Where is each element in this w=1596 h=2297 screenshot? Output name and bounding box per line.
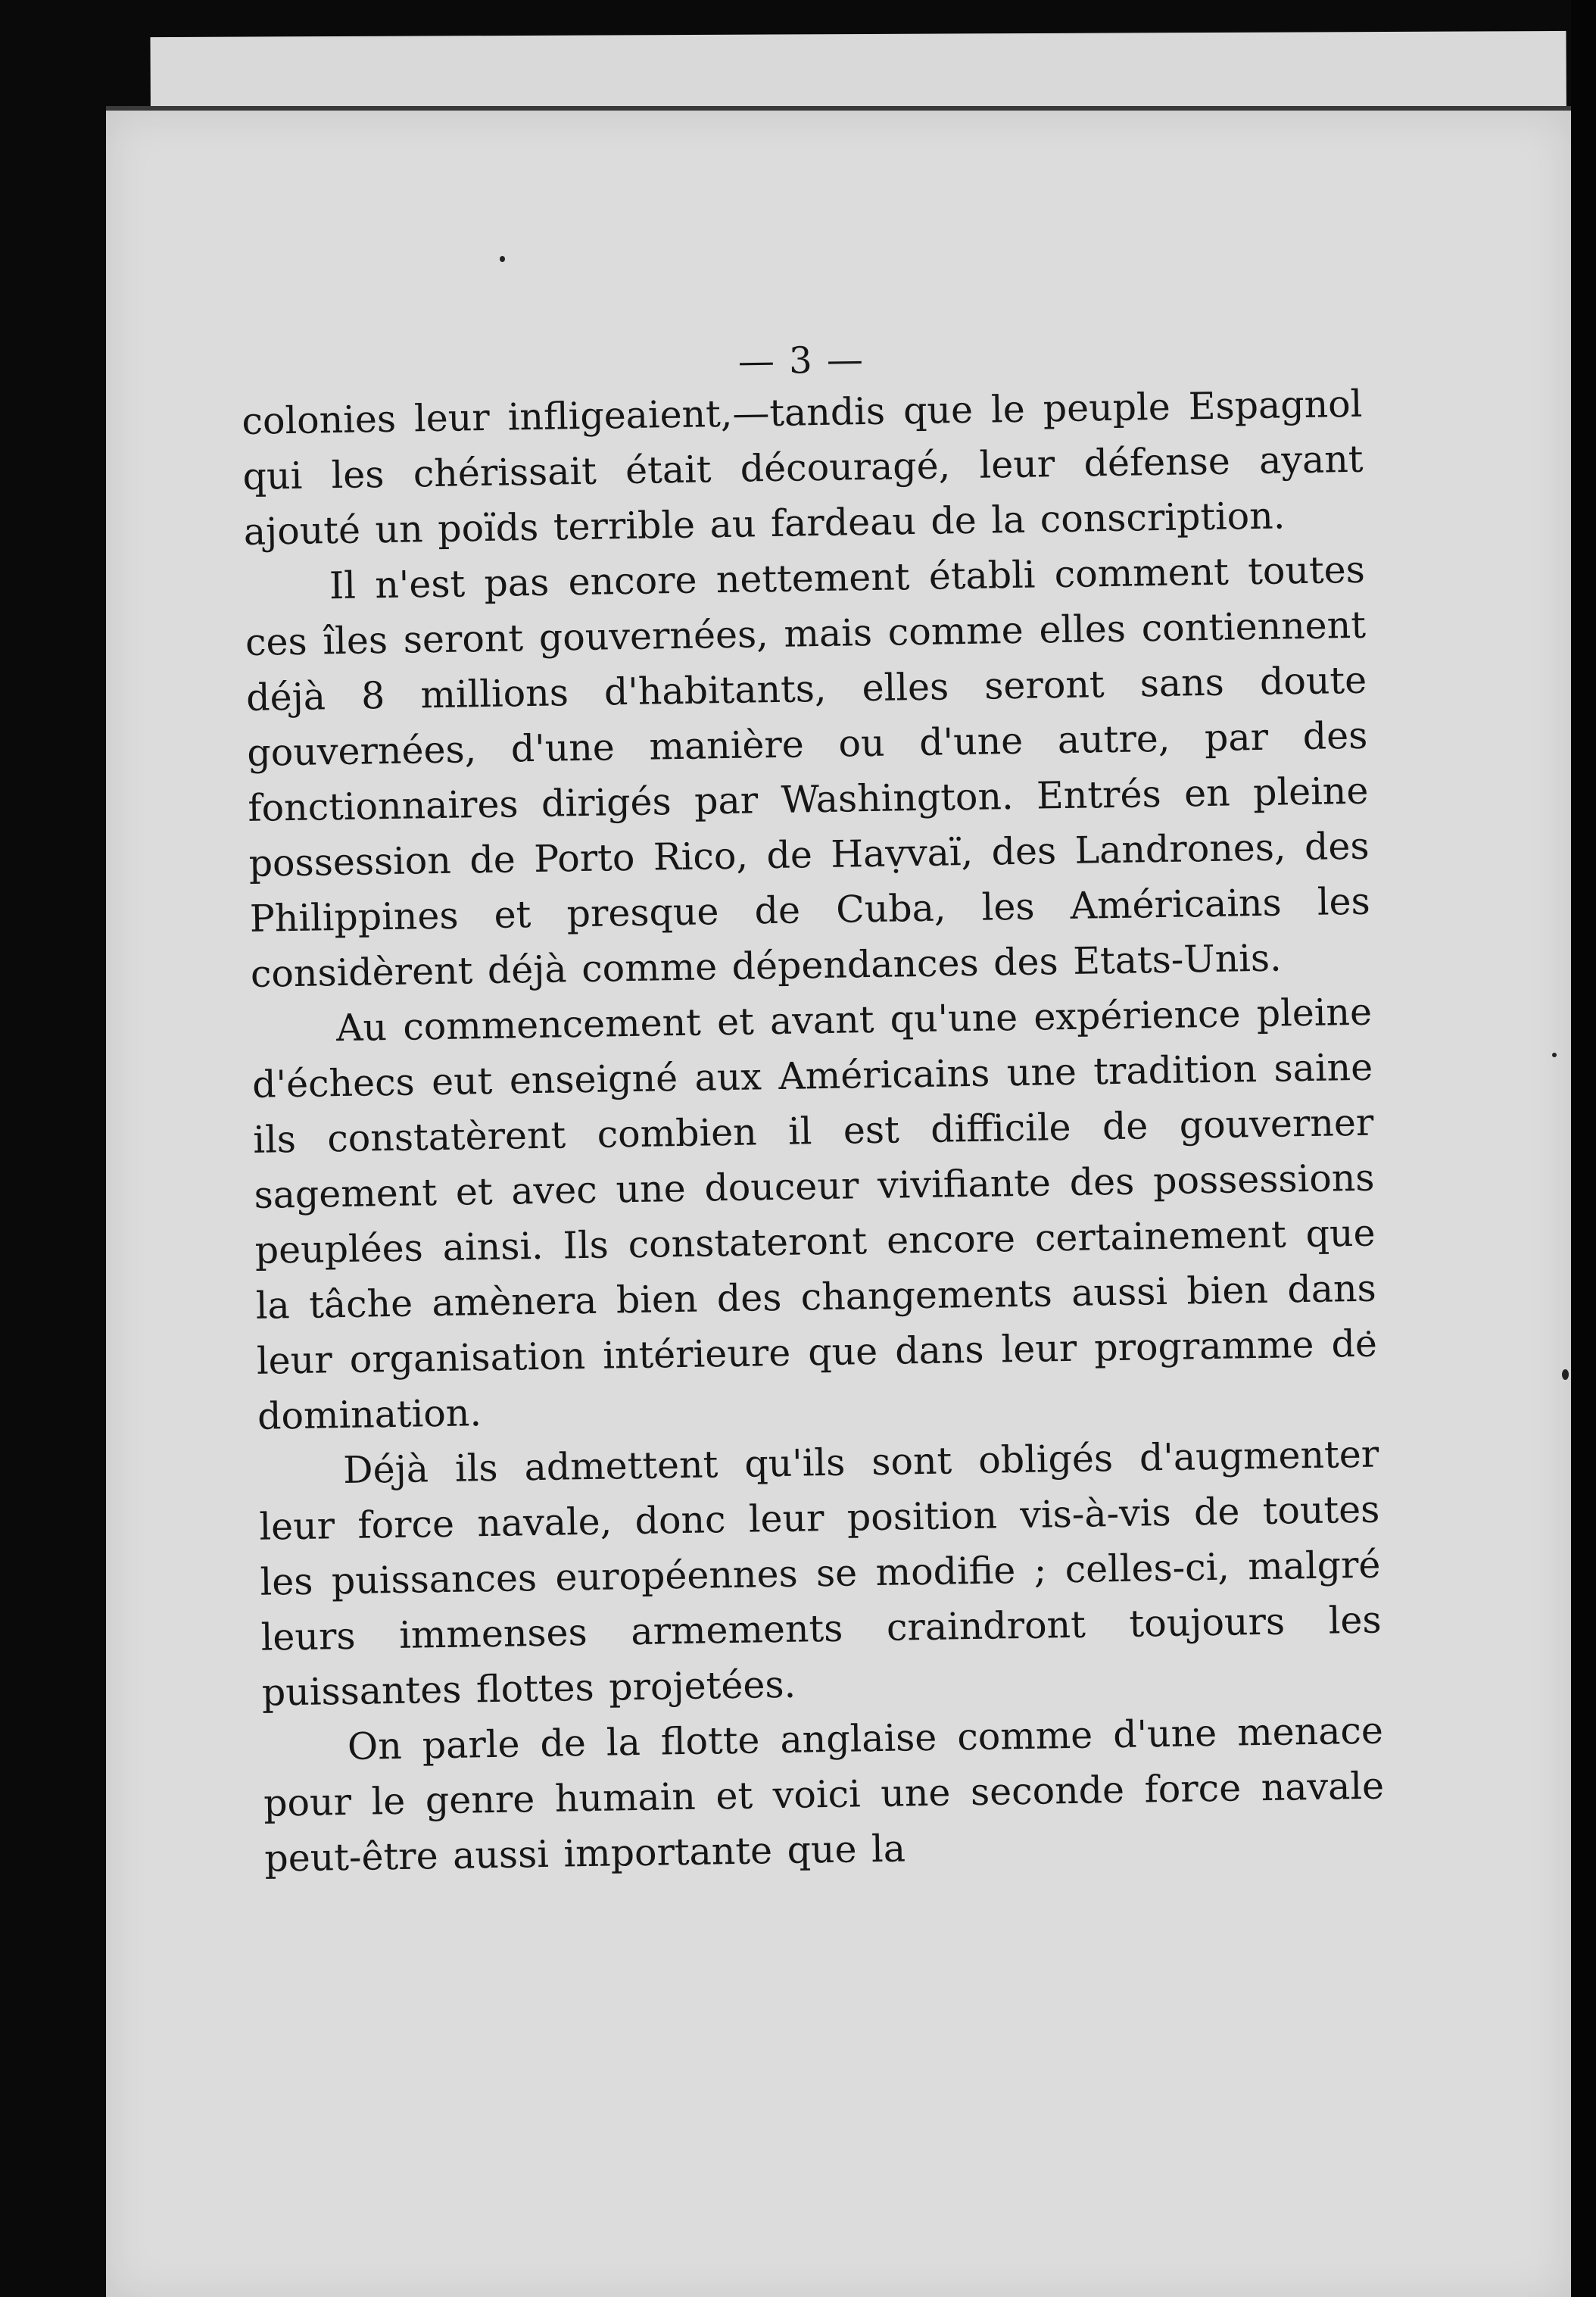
paragraph-2: Il n'est pas encore nettement établi comment toutes ces îles seront gouvernées, mais comme elles contiennent déjà 8 millions d'habitants, elles seront sans doute gouvernées, d'une manière ou d'une autre, par des fonctionnaires dirigés par Washington. Entrés en pleine possession de Porto Rico, de Haṿvaï, des Landrones, des Philippines et presque de Cuba, les Américains les considèrent déjà comme dépendances des Etats-Unis. <box>245 548 1371 996</box>
paragraph-5: On parle de la flotte anglaise comme d'une menace pour le genre humain et voici une seconde force navale peut-être aussi importante que la <box>263 1709 1385 1880</box>
page-number: — 3 — <box>737 339 865 383</box>
dust-speck <box>1562 1369 1569 1380</box>
dust-speck <box>1552 1053 1557 1057</box>
dust-speck <box>500 256 505 262</box>
paragraph-1: colonies leur infligeaient,—tandis que le peuple Espagnol qui les chérissait était découragé, leur défense ayant ajouté un poïds terrible au fardeau de la conscription. <box>242 382 1364 554</box>
scan-edge <box>1571 0 1596 2297</box>
paragraph-4: Déjà ils admettent qu'ils sont obligés d'augmenter leur force navale, donc leur position vis-à-vis de toutes les puissances européennes se modifie ; celles-ci, malgré leurs immenses armements craindront toujours les puissantes flottes projetées. <box>259 1432 1382 1715</box>
page-text <box>241 331 1386 1887</box>
paragraph-3: Au commencement et avant qu'une expérience pleine d'échecs eut enseigné aux Américains une tradition saine ils constatèrent combien il est difficile de gouverner sagement et avec une douceur vivifiante des possessions peuplées ainsi. Ils constateront encore certainement que la tâche amènera bien des changements aussi bien dans leur organisation intérieure que dans leur programme de domination. <box>251 990 1378 1438</box>
